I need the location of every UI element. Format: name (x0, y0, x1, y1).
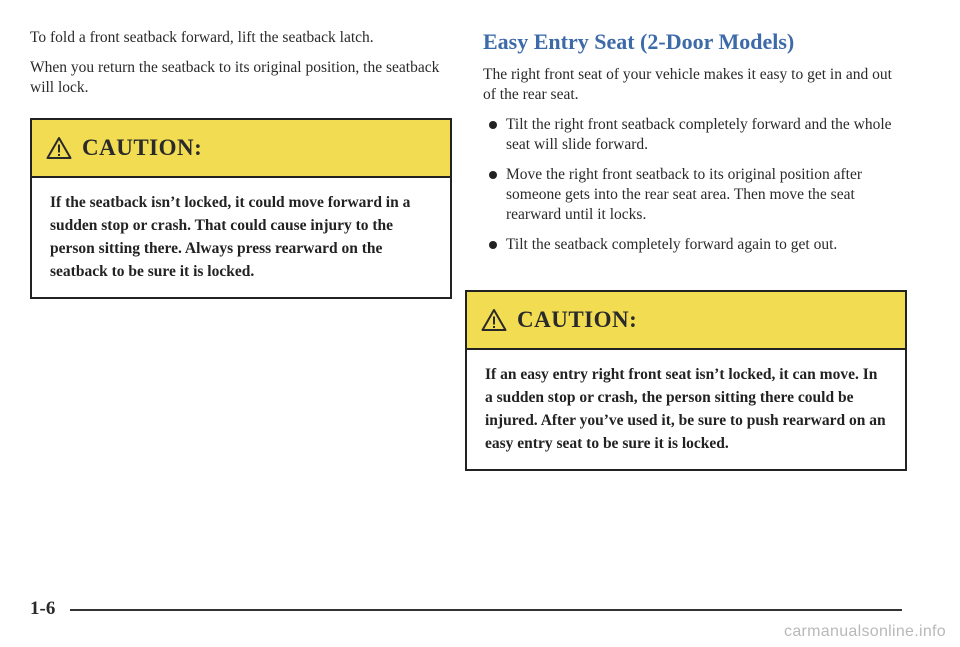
watermark: carmanualsonline.info (784, 623, 946, 640)
list-item-text: Tilt the seatback completely forward again to get out. (506, 236, 838, 253)
list-item (483, 115, 908, 155)
warning-triangle-icon (481, 308, 507, 332)
list-item-text: Tilt the right front seatback completely forward and the whole seat will slide forward. (506, 116, 892, 153)
caution-header (467, 292, 905, 350)
caution-body: If an easy entry right front seat isn’t locked, it can move. In a sudden stop or crash, the person sitting there could be injured. After you’ve used it, be sure to push rearward on an easy entry seat to be sure it is locked. (485, 366, 886, 452)
caution-title: CAUTION: (82, 135, 203, 160)
bullet-icon (489, 121, 497, 129)
bullet-icon (489, 171, 497, 179)
right-column (483, 28, 908, 265)
caution-body: If the seatback isn’t locked, it could move forward in a sudden stop or crash. That could cause injury to the person sitting there. Always press rearward on the seatback to be sure it is locked. (50, 194, 411, 280)
bullet-icon (489, 241, 497, 249)
caution-box-seatback (30, 118, 452, 299)
caution-box-easy-entry (465, 290, 907, 471)
list-item (483, 235, 908, 255)
page-number: 1-6 (30, 598, 56, 619)
caution-header (32, 120, 450, 178)
left-column (30, 28, 450, 108)
list-item-text: Move the right front seatback to its original position after someone gets into the rear seat area. Then move the seat rearward until it locks. (506, 166, 862, 223)
section-heading: Easy Entry Seat (2-Door Models) (483, 29, 795, 54)
caution-title: CAUTION: (517, 307, 638, 332)
list-item (483, 165, 908, 225)
section-intro: The right front seat of your vehicle makes it easy to get in and out of the rear seat. (483, 66, 892, 103)
warning-triangle-icon (46, 136, 72, 160)
fold-instruction: To fold a front seatback forward, lift the seatback latch. (30, 29, 374, 46)
return-instruction: When you return the seatback to its original position, the seatback will lock. (30, 59, 440, 96)
footer-rule (70, 609, 902, 611)
instruction-list (483, 115, 908, 255)
